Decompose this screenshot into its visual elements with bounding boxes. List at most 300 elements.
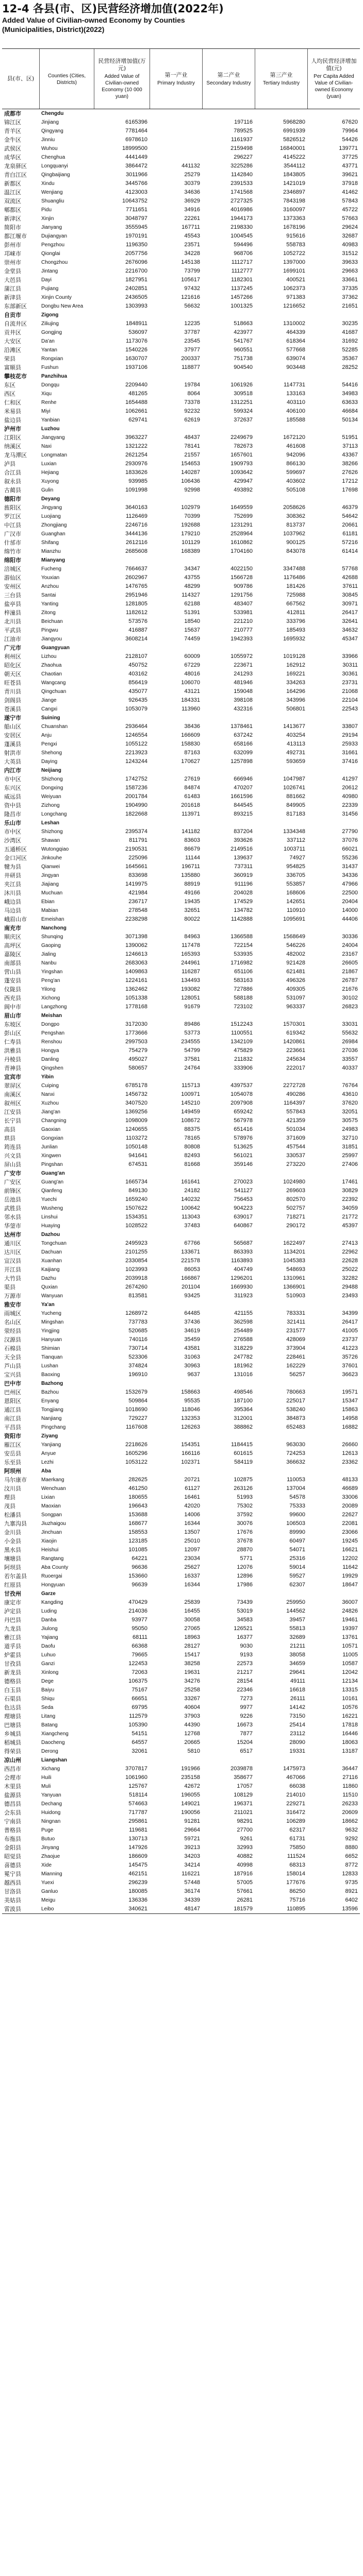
secondary-cell: 1093642	[230, 469, 253, 476]
city-heading-row	[2, 1300, 360, 1309]
primary-cell: 89486	[184, 1021, 200, 1027]
county-name-cn: 会东县	[4, 1809, 21, 1816]
secondary-cell: 32993	[237, 1844, 253, 1851]
county-name-en: Ganzi	[41, 1661, 55, 1667]
per-capita-cell: 22543	[342, 706, 358, 712]
county-name-cn: 雨城区	[4, 1310, 21, 1317]
tertiary-cell: 881662	[286, 793, 305, 800]
secondary-cell: 533981	[234, 609, 253, 616]
tertiary-cell: 725988	[286, 592, 305, 598]
primary-cell: 184331	[181, 697, 200, 703]
primary-cell: 166609	[181, 732, 200, 738]
tertiary-cell: 2272728	[283, 1082, 305, 1089]
tertiary-cell: 273220	[286, 1161, 305, 1167]
county-name-en: Xinjin	[41, 216, 54, 222]
secondary-cell: 423977	[234, 329, 253, 335]
county-name-en: Danba	[41, 1617, 57, 1623]
primary-cell: 165393	[181, 951, 200, 957]
primary-cell: 13507	[184, 1529, 200, 1535]
primary-cell: 161641	[181, 1179, 200, 1185]
secondary-cell: 312001	[234, 1415, 253, 1421]
table-row	[2, 363, 360, 372]
table-row	[2, 941, 360, 950]
header-primary-cn: 第一产业	[164, 71, 188, 78]
county-name-cn: 市中区	[4, 828, 21, 835]
added-value-cell: 3011966	[125, 172, 147, 178]
secondary-cell: 904223	[234, 1205, 253, 1211]
secondary-cell: 1184415	[230, 1442, 253, 1448]
primary-cell: 196711	[182, 863, 200, 870]
secondary-cell: 27700	[237, 1827, 253, 1833]
county-name-en: Yingshan	[41, 969, 63, 975]
county-name-en: Ruoergai	[41, 1573, 62, 1579]
county-name-cn: 邻水县	[4, 1214, 21, 1221]
per-capita-cell: 52285	[342, 347, 358, 353]
primary-cell: 158663	[181, 1389, 200, 1395]
tertiary-cell: 110895	[287, 1906, 305, 1912]
added-value-cell: 3640163	[125, 504, 147, 511]
added-value-cell: 1103272	[125, 1135, 147, 1141]
table-row	[2, 346, 360, 354]
primary-cell: 113960	[182, 706, 200, 712]
secondary-cell: 276588	[234, 1336, 253, 1343]
county-name-cn: 若尔盖县	[4, 1573, 27, 1580]
county-name-cn: 新津县	[4, 294, 21, 301]
table-title-en-line2: (Municipalities, District)(2022)	[2, 25, 105, 33]
county-name-cn: 盐源县	[4, 1792, 21, 1799]
secondary-cell: 789525	[234, 128, 253, 134]
county-name-en: Wutongqiao	[41, 846, 69, 852]
table-row	[2, 284, 360, 293]
county-name-cn: 三台县	[4, 592, 21, 599]
added-value-cell: 225096	[128, 855, 147, 861]
county-name-cn: 内江市	[4, 767, 21, 774]
per-capita-cell: 39621	[342, 172, 358, 178]
table-row	[2, 1528, 360, 1537]
tertiary-cell: 371609	[286, 1135, 305, 1141]
tertiary-cell: 54071	[289, 1547, 305, 1553]
primary-cell: 87163	[184, 750, 200, 756]
secondary-cell: 21217	[237, 1669, 253, 1675]
secondary-cell: 187916	[234, 1871, 253, 1877]
per-capita-cell: 32710	[342, 1135, 358, 1141]
table-row	[2, 197, 360, 206]
primary-cell: 78165	[184, 1135, 200, 1141]
table-row	[2, 661, 360, 670]
secondary-cell: 393626	[234, 837, 253, 843]
primary-cell: 86053	[184, 1266, 200, 1273]
tertiary-cell: 1037962	[283, 531, 305, 537]
county-name-cn: 会理市	[4, 1774, 21, 1781]
tertiary-cell: 1026741	[283, 785, 305, 791]
county-name-en: Da'an	[41, 338, 55, 344]
county-name-cn: 仁和区	[4, 399, 21, 406]
table-row	[2, 1440, 360, 1449]
primary-cell: 170627	[181, 758, 200, 765]
tertiary-cell: 3544112	[283, 163, 305, 169]
per-capita-cell: 37620	[342, 1100, 358, 1106]
primary-cell: 196055	[181, 1792, 200, 1798]
table-row	[2, 1239, 360, 1248]
table-row	[2, 188, 360, 197]
tertiary-cell: 366632	[286, 1459, 305, 1465]
primary-cell: 37483	[184, 1223, 200, 1229]
county-name-en: Jinchuan	[41, 1530, 62, 1535]
primary-cell: 25839	[184, 1599, 200, 1605]
secondary-cell: 9226	[240, 1713, 253, 1719]
county-name-cn: 金堂县	[4, 268, 21, 275]
primary-cell: 34203	[184, 1853, 200, 1859]
per-capita-cell: 46689	[342, 1485, 358, 1492]
table-row	[2, 600, 360, 608]
county-name-en: Mianning	[41, 1871, 62, 1877]
secondary-cell: 15204	[237, 1739, 253, 1745]
primary-cell: 145138	[181, 259, 200, 265]
primary-cell: 18540	[184, 618, 200, 624]
county-name-en: Daocheng	[41, 1740, 65, 1745]
primary-cell: 106070	[181, 680, 200, 686]
primary-cell: 16455	[184, 1608, 200, 1614]
table-row	[2, 1151, 360, 1160]
primary-cell: 48016	[184, 671, 200, 677]
county-name-en: Shawan	[41, 838, 60, 843]
table-row	[2, 976, 360, 985]
county-name-cn: 恩阳区	[4, 1398, 21, 1404]
city-heading-row	[2, 1011, 360, 1020]
added-value-cell: 1456732	[125, 1091, 147, 1097]
added-value-cell: 1822668	[125, 811, 147, 817]
per-capita-cell: 23493	[342, 1293, 358, 1299]
table-row	[2, 1659, 360, 1668]
per-capita-cell: 41223	[342, 1345, 358, 1351]
primary-cell: 23545	[184, 338, 200, 344]
added-value-cell: 7664637	[125, 566, 147, 572]
per-capita-cell: 54426	[342, 137, 358, 143]
table-row	[2, 880, 360, 889]
per-capita-cell: 36007	[342, 1599, 358, 1605]
tertiary-cell: 316472	[286, 1809, 305, 1816]
county-name-cn: 泸州市	[4, 426, 21, 432]
table-row	[2, 696, 360, 705]
per-capita-cell: 19929	[342, 1573, 358, 1579]
secondary-cell: 518663	[234, 320, 253, 327]
per-capita-cell: 41297	[342, 776, 358, 782]
secondary-cell: 601615	[234, 1450, 253, 1456]
primary-cell: 36929	[184, 198, 200, 204]
county-name-en: Jiangyou	[41, 636, 62, 642]
primary-cell: 30058	[184, 1617, 200, 1623]
table-row	[2, 608, 360, 617]
per-capita-cell: 16621	[342, 1547, 358, 1553]
tertiary-cell: 557843	[286, 1109, 305, 1115]
secondary-cell: 37678	[237, 1538, 253, 1544]
county-name-en: Luojiang	[41, 514, 61, 519]
county-name-en: Yuechi	[41, 1197, 57, 1202]
per-capita-cell: 33661	[342, 277, 358, 283]
secondary-cell: 1657601	[230, 452, 253, 458]
added-value-cell: 7711651	[125, 207, 147, 213]
table-body	[2, 109, 360, 1913]
tertiary-cell: 505108	[286, 487, 305, 493]
secondary-cell: 2039878	[230, 1766, 253, 1772]
tertiary-cell: 1310961	[283, 1275, 305, 1281]
per-capita-cell: 8772	[345, 1862, 358, 1868]
secondary-cell: 493892	[234, 487, 253, 493]
table-row	[2, 1099, 360, 1108]
county-name-cn: 大安区	[4, 338, 21, 345]
per-capita-cell: 66021	[342, 846, 358, 852]
table-row	[2, 135, 360, 144]
county-name-en: Dachuan	[41, 1249, 62, 1255]
secondary-cell: 1291756	[230, 592, 253, 598]
county-name-en: Xinlong	[41, 1670, 59, 1675]
county-name-en: Shizhong	[41, 776, 63, 782]
added-value-cell: 1050148	[125, 1144, 147, 1150]
tertiary-cell: 162229	[286, 1363, 305, 1369]
added-value-cell: 1833626	[125, 469, 147, 476]
secondary-cell: 53019	[237, 1608, 253, 1614]
county-name-en: Renshou	[41, 1039, 62, 1045]
county-name-cn: 新都区	[4, 180, 21, 187]
county-name-en: Renhe	[41, 400, 57, 405]
county-name-en: Yanting	[41, 601, 59, 607]
county-name-en: Rangtang	[41, 1556, 64, 1562]
table-row	[2, 1081, 360, 1090]
primary-cell: 25279	[184, 172, 200, 178]
table-row	[2, 1397, 360, 1405]
secondary-cell: 196371	[234, 1801, 253, 1807]
county-name-en: Dechang	[41, 1801, 62, 1807]
table-row	[2, 573, 360, 582]
per-capita-cell: 67620	[342, 119, 358, 125]
table-row	[2, 740, 360, 749]
county-name-cn: 旺苍县	[4, 680, 21, 686]
secondary-cell: 134782	[234, 907, 253, 913]
primary-cell: 121616	[181, 294, 200, 300]
added-value-cell: 1321222	[125, 443, 147, 449]
tertiary-cell: 618364	[286, 338, 305, 344]
per-capita-cell: 8921	[345, 1888, 358, 1894]
added-value-cell: 1659240	[125, 1196, 147, 1202]
county-name-cn: 东兴区	[4, 785, 21, 791]
city-heading-row	[2, 1589, 360, 1598]
county-name-en: Jintang	[41, 268, 58, 274]
county-name-en: Chengdu	[41, 111, 64, 116]
city-heading-row	[2, 109, 360, 118]
secondary-cell: 640867	[234, 1223, 253, 1229]
tertiary-cell: 137004	[286, 1485, 305, 1492]
added-value-cell: 54151	[131, 1731, 147, 1737]
table-row	[2, 749, 360, 757]
secondary-cell: 102875	[234, 1477, 253, 1483]
per-capita-cell: 27626	[342, 469, 358, 476]
county-name-en: Pingchang	[41, 1425, 66, 1430]
table-row	[2, 635, 360, 643]
table-header	[2, 49, 360, 109]
primary-cell: 88375	[184, 1126, 200, 1132]
added-value-cell: 421984	[128, 890, 147, 896]
primary-cell: 73799	[184, 268, 200, 274]
secondary-cell: 241293	[234, 671, 253, 677]
table-row	[2, 433, 360, 442]
tertiary-cell: 866130	[286, 461, 305, 467]
added-value-cell: 2209440	[125, 382, 147, 388]
secondary-cell: 1161937	[230, 137, 253, 143]
per-capita-cell: 55236	[342, 855, 358, 861]
per-capita-cell: 31437	[342, 863, 358, 870]
primary-cell: 88919	[184, 881, 200, 887]
added-value-cell: 64221	[131, 1555, 147, 1562]
secondary-cell: 358677	[234, 1774, 253, 1781]
county-name-cn: 武侯区	[4, 145, 21, 152]
table-row	[2, 1449, 360, 1458]
primary-cell: 102371	[181, 1459, 200, 1465]
per-capita-cell: 43367	[342, 452, 358, 458]
added-value-cell: 2190531	[125, 846, 147, 852]
added-value-cell: 340621	[128, 1906, 147, 1912]
county-name-cn: 纳溪区	[4, 443, 21, 450]
added-value-cell: 2951946	[125, 592, 147, 598]
table-row	[2, 206, 360, 214]
tertiary-cell: 593659	[286, 758, 305, 765]
primary-cell: 114327	[182, 592, 200, 598]
county-name-en: Qingyang	[41, 128, 63, 134]
primary-cell: 20721	[184, 1477, 200, 1483]
added-value-cell: 1654488	[125, 399, 147, 405]
secondary-cell: 360919	[234, 872, 253, 878]
city-heading-row	[2, 495, 360, 503]
county-name-en: Jianyang	[41, 225, 62, 230]
added-value-cell: 105390	[128, 1722, 147, 1728]
added-value-cell: 518114	[129, 1792, 147, 1798]
table-row	[2, 1624, 360, 1633]
county-name-en: Huili	[41, 1775, 52, 1781]
tertiary-cell: 403254	[286, 732, 305, 738]
primary-cell: 81668	[184, 1161, 200, 1167]
tertiary-cell: 921428	[286, 960, 305, 966]
secondary-cell: 893215	[234, 811, 253, 817]
table-row	[2, 1642, 360, 1651]
secondary-cell: 1661596	[230, 793, 253, 800]
county-name-cn: 泸定县	[4, 1608, 21, 1615]
added-value-cell: 1369256	[125, 1109, 147, 1115]
per-capita-cell: 34983	[342, 391, 358, 397]
primary-cell: 221578	[181, 1258, 200, 1264]
county-name-cn: 盐边县	[4, 417, 21, 423]
county-name-cn: 壤塘县	[4, 1555, 21, 1562]
added-value-cell: 2402851	[125, 285, 147, 292]
tertiary-cell: 3160097	[283, 207, 305, 213]
secondary-cell: 2097908	[230, 1100, 253, 1106]
per-capita-cell: 48133	[342, 1477, 358, 1483]
table-bottom-rule	[2, 1913, 360, 1914]
secondary-cell: 651416	[234, 1126, 253, 1132]
added-value-cell: 2330854	[125, 1258, 147, 1264]
secondary-cell: 26281	[237, 1897, 253, 1903]
header-county-en-text: Counties (Cities, Districts)	[47, 73, 86, 86]
per-capita-cell: 26823	[342, 1004, 358, 1010]
secondary-cell: 73439	[237, 1599, 253, 1605]
added-value-cell: 75167	[131, 1687, 147, 1693]
county-name-cn: 高县	[4, 1126, 15, 1133]
table-row	[2, 1353, 360, 1362]
county-name-cn: 巴中市	[4, 1380, 21, 1387]
tertiary-cell: 89990	[289, 1529, 305, 1535]
added-value-cell: 3555945	[125, 224, 147, 230]
added-value-cell: 740116	[129, 1336, 147, 1343]
primary-cell: 102979	[181, 504, 200, 511]
county-name-cn: 嘉陵区	[4, 951, 21, 958]
county-name-en: Heishui	[41, 1547, 59, 1553]
primary-cell: 78141	[184, 443, 200, 449]
added-value-cell: 180655	[128, 1494, 147, 1500]
county-name-cn: 宝兴县	[4, 1371, 21, 1378]
secondary-cell: 723102	[234, 1004, 253, 1010]
added-value-cell: 130713	[128, 1836, 147, 1842]
header-added-value	[94, 49, 150, 109]
per-capita-cell: 27790	[342, 828, 358, 835]
table-row	[2, 862, 360, 871]
added-value-cell: 1303993	[125, 303, 147, 309]
data-table	[2, 48, 360, 1913]
added-value-cell: 2101255	[125, 1249, 147, 1255]
table-row	[2, 1046, 360, 1055]
added-value-cell: 3071398	[125, 934, 147, 940]
per-capita-cell: 57768	[342, 566, 358, 572]
secondary-cell: 2391533	[230, 180, 253, 187]
table-row	[2, 1257, 360, 1265]
secondary-cell: 1909793	[230, 461, 253, 467]
added-value-cell: 6978610	[125, 137, 147, 143]
per-capita-cell: 44406	[342, 916, 358, 922]
tertiary-cell: 1310002	[283, 320, 305, 327]
county-name-cn: 大邑县	[4, 277, 21, 283]
county-name-en: Wusheng	[41, 1206, 63, 1211]
county-name-en: Yingjing	[41, 1328, 60, 1334]
added-value-cell: 32061	[131, 1748, 147, 1754]
secondary-cell: 470207	[234, 785, 253, 791]
secondary-cell: 223671	[234, 662, 253, 668]
county-name-cn: 木里县	[4, 1783, 21, 1790]
secondary-cell: 1061926	[230, 382, 253, 388]
per-capita-cell: 76764	[342, 1082, 358, 1089]
county-name-cn: 青川县	[4, 688, 21, 695]
table-row	[2, 1134, 360, 1143]
county-name-en: Derong	[41, 1749, 58, 1754]
tertiary-cell: 467066	[286, 1774, 305, 1781]
secondary-cell: 1741568	[230, 189, 253, 195]
county-name-en: Guang'an	[41, 1179, 64, 1185]
county-name-cn: 贡井区	[4, 329, 21, 336]
county-name-en: Tianquan	[41, 1354, 63, 1360]
secondary-cell: 1669930	[230, 1284, 253, 1290]
secondary-cell: 98291	[237, 1818, 253, 1824]
secondary-cell: 659242	[234, 1109, 253, 1115]
tertiary-cell: 652483	[286, 1424, 305, 1430]
secondary-cell: 498546	[234, 1389, 253, 1395]
city-heading-row	[2, 1230, 360, 1239]
county-name-en: Qianwei	[41, 864, 60, 870]
county-name-en: Ziliujing	[41, 321, 59, 327]
table-row	[2, 1265, 360, 1274]
added-value-cell: 2936464	[125, 723, 147, 730]
per-capita-cell: 9735	[345, 1879, 358, 1886]
county-name-en: Maerkang	[41, 1477, 64, 1483]
primary-cell: 126263	[181, 1424, 200, 1430]
county-name-en: Yanyuan	[41, 1792, 61, 1798]
county-name-cn: 利州区	[4, 653, 21, 660]
added-value-cell: 64557	[131, 1739, 147, 1745]
